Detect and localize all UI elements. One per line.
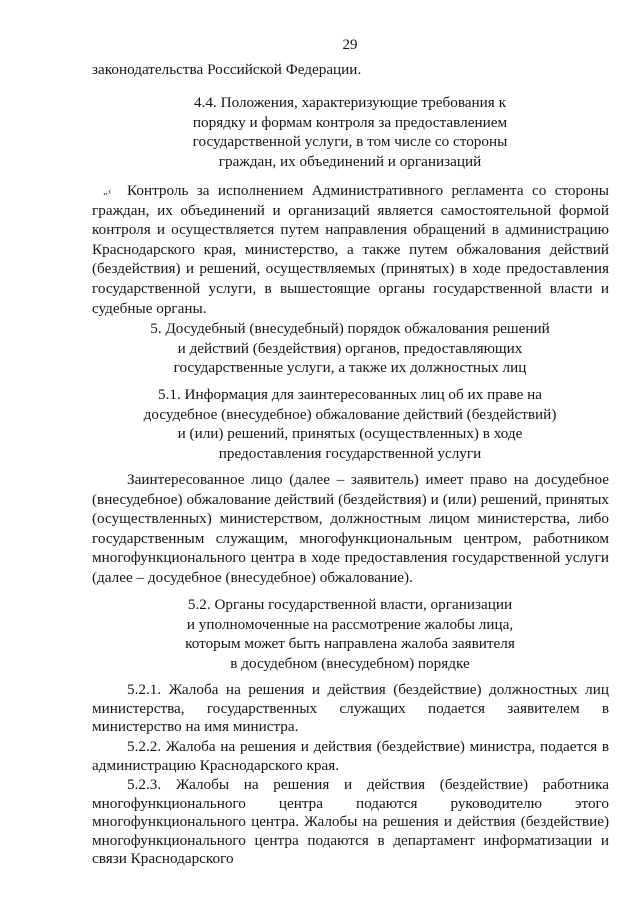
heading-5 (88, 319, 612, 378)
heading-line: и действий (бездействия) органов, предоставляющих (177, 339, 523, 357)
heading-line: досудебное (внесудебное) обжалование действий (бездействий) (143, 405, 557, 423)
paragraph-5-2-1: 5.2.1. Жалоба на решения и действия (бездействие) должностных лиц министерства, государственных служащих подается заявителем в министерство на имя министра. (92, 681, 609, 736)
heading-4-4 (88, 93, 612, 171)
handwritten-mark: „‹ (103, 185, 112, 197)
heading-line: и (или) решений, принятых (осуществленных) в ходе (177, 425, 523, 442)
heading-line: порядку и формам контроля за предоставлением (192, 113, 508, 131)
heading-line: в досудебном (внесудебном) порядке (230, 654, 470, 672)
heading-line: и уполномоченные на рассмотрение жалобы лица, (186, 615, 514, 633)
paragraph-control: Контроль за исполнением Административного регламента со стороны граждан, их объединений и организаций является самостоятельной формой контроля и осуществляется путем направления обращений в администрацию Краснодарского края, министерство, а также путем обжалования действий (бездействия) и решений, осуществляемых (принятых) в ходе предоставления государственной услуги, в вышестоящие органы государственной власти и судебные органы. (92, 182, 609, 317)
heading-line: государственные услуги, а также их должностных лиц (173, 359, 527, 376)
heading-line: государственной услуги, в том числе со стороны (192, 133, 508, 150)
paragraph-5-2-2: 5.2.2. Жалоба на решения и действия (бездействие) министра, подается в администрацию Краснодарского края. (92, 738, 609, 774)
heading-line: 5.2. Органы государственной власти, организации (187, 596, 513, 613)
continuation-text: законодательства Российской Федерации. (92, 61, 362, 78)
paragraph-5-2-3: 5.2.3. Жалобы на решения и действия (бездействие) работника многофункционального центра подаются руководителю этого многофункционального центра. Жалобы на решения и действия (бездействие) многофункционального центра подаются в департамент информатизации и связи Краснодарского (92, 776, 609, 868)
heading-line: 5. Досудебный (внесудебный) порядок обжалования решений (150, 320, 550, 337)
heading-line: 4.4. Положения, характеризующие требования к (194, 94, 506, 111)
page-number: 29 (342, 37, 358, 53)
heading-line: предоставления государственной услуги (218, 444, 482, 462)
heading-line: которым может быть направлена жалоба заявителя (185, 635, 515, 652)
heading-line: 5.1. Информация для заинтересованных лиц об их праве на (157, 386, 543, 403)
heading-5-1 (88, 385, 612, 463)
paragraph-5-1: Заинтересованное лицо (далее – заявитель) имеет право на досудебное (внесудебное) обжалование действий (бездействия) и (или) решений, принятых (осуществленных) министерством, должностным лицом министерства, либо государственным служащим, многофункциональным центром, работником многофункционального центра в ходе предоставления государственной услуги (далее – досудебное (внесудебное) обжалование). (92, 471, 609, 586)
heading-line: граждан, их объединений и организаций (218, 152, 482, 170)
heading-5-2 (88, 595, 612, 673)
